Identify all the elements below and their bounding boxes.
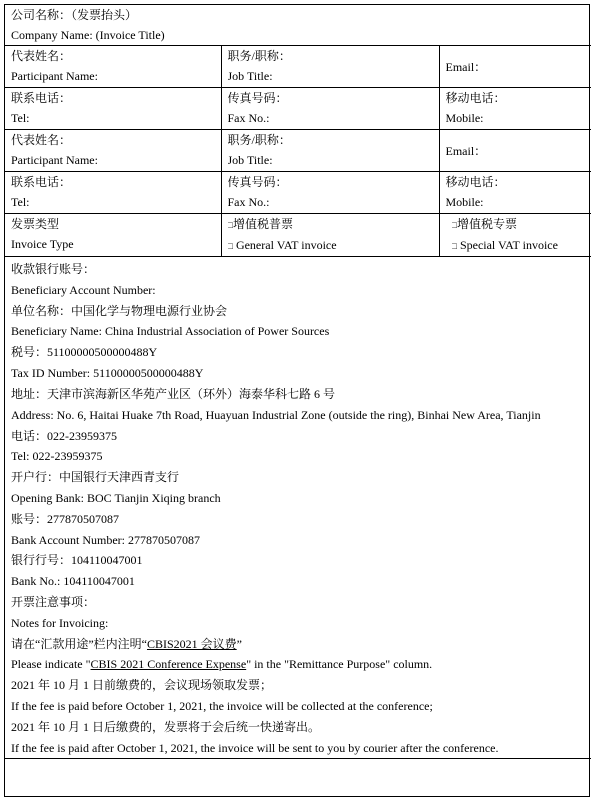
invoice-type-label-cell: [5, 214, 221, 257]
special-vat-label-cn: 增值税专票: [456, 217, 517, 231]
remittance-note-cn-pre: 请在“汇款用途”栏内注明“: [11, 636, 147, 651]
tel-label-cn: 联系电话：: [11, 91, 72, 105]
invoice-form: [4, 4, 590, 797]
invoice-type-label-en: Invoice Type: [11, 237, 74, 251]
email-cell-1[interactable]: [439, 46, 591, 88]
tax-id-cn: 税号：51100000500000488Y: [11, 345, 158, 360]
mobile-label-en: Mobile:: [445, 111, 484, 125]
opening-bank-cn: 开户行：中国银行天津西青支行: [11, 470, 180, 485]
remittance-note-cn-post: ”: [236, 636, 242, 651]
bank-details-cell: [5, 257, 591, 759]
checkbox-icon[interactable]: □: [227, 220, 233, 230]
beneficiary-name-en: Beneficiary Name: China Industrial Association of Power Sources: [11, 324, 330, 339]
notes-title-en: Notes for Invoicing:: [11, 615, 109, 630]
mobile-label-cn: 移动电话：: [445, 91, 506, 105]
account-heading-en: Beneficiary Account Number:: [11, 282, 156, 297]
participant-row-2: [5, 130, 591, 172]
job-title-cell-1[interactable]: [221, 46, 439, 88]
opening-bank-en: Opening Bank: BOC Tianjin Xiqing branch: [11, 490, 221, 505]
after-deadline-cn: 2021 年 10 月 1 日后缴费的，发票将于会后统一快递寄出。: [11, 719, 321, 734]
phone-en: Tel: 022-23959375: [11, 449, 103, 464]
after-deadline-en: If the fee is paid after October 1, 2021, the invoice will be sent to you by courier after the conference.: [11, 740, 499, 755]
remittance-note-en-post: " in the "Remittance Purpose" column.: [246, 657, 433, 672]
mobile-cell-2[interactable]: [439, 172, 591, 214]
participant-name-label-en: Participant Name:: [11, 153, 98, 167]
mobile-cell-1[interactable]: [439, 88, 591, 130]
checkbox-icon[interactable]: □: [451, 241, 457, 251]
notes-title-cn: 开票注意事项：: [11, 594, 96, 609]
company-name-label-cn: 公司名称：（发票抬头）: [11, 8, 138, 22]
bank-details-row: [5, 257, 591, 759]
tel-label-en: Tel:: [11, 195, 30, 209]
tax-id-en: Tax ID Number: 51100000500000488Y: [11, 365, 204, 380]
invoice-type-row: [5, 214, 591, 257]
remittance-purpose-cn: CBIS2021 会议费: [146, 636, 237, 651]
job-title-label-en: Job Title:: [227, 69, 273, 83]
before-deadline-en: If the fee is paid before October 1, 2021, the invoice will be collected at the conference;: [11, 698, 433, 713]
company-row: [5, 5, 591, 46]
bank-number-cn: 银行行号：104110047001: [11, 553, 143, 568]
participant-name-cell-2[interactable]: [5, 130, 221, 172]
job-title-label-en: Job Title:: [227, 153, 273, 167]
fax-cell-2[interactable]: [221, 172, 439, 214]
beneficiary-name-cn: 单位名称：中国化学与物理电源行业协会: [11, 303, 228, 318]
fax-label-en: Fax No.:: [227, 195, 270, 209]
tel-label-en: Tel:: [11, 111, 30, 125]
remittance-note-cn: [11, 634, 585, 655]
account-number-cn: 账号：277870507087: [11, 511, 120, 526]
company-name-cell[interactable]: [5, 5, 591, 46]
company-name-label-en: Company Name: (Invoice Title): [11, 28, 165, 42]
bank-number-en: Bank No.: 104110047001: [11, 574, 135, 589]
fax-cell-1[interactable]: [221, 88, 439, 130]
address-en: Address: No. 6, Haitai Huake 7th Road, Huayuan Industrial Zone (outside the ring), Binhai New Area, Tianjin: [11, 407, 541, 422]
fax-label-cn: 传真号码：: [227, 175, 288, 189]
address-cn: 地址：天津市滨海新区华苑产业区（环外）海泰华科七路 6 号: [11, 386, 336, 401]
tel-cell-2[interactable]: [5, 172, 221, 214]
checkbox-icon[interactable]: □: [227, 241, 233, 251]
tel-cell-1[interactable]: [5, 88, 221, 130]
contact-row-1: [5, 88, 591, 130]
email-label: Email：: [445, 143, 487, 158]
participant-name-label-cn: 代表姓名：: [11, 133, 72, 147]
tel-label-cn: 联系电话：: [11, 175, 72, 189]
fax-label-cn: 传真号码：: [227, 91, 288, 105]
participant-name-cell-1[interactable]: [5, 46, 221, 88]
remittance-note-en-pre: Please indicate ": [11, 657, 91, 672]
checkbox-icon[interactable]: □: [451, 220, 457, 230]
participant-row-1: [5, 46, 591, 88]
mobile-label-cn: 移动电话：: [445, 175, 506, 189]
job-title-label-cn: 职务/职称：: [227, 49, 291, 63]
form-table: [5, 5, 591, 759]
contact-row-2: [5, 172, 591, 214]
participant-name-label-en: Participant Name:: [11, 69, 98, 83]
special-vat-option[interactable]: [439, 214, 591, 257]
mobile-label-en: Mobile:: [445, 195, 484, 209]
remittance-note-en: [11, 654, 585, 675]
remittance-purpose-en: CBIS 2021 Conference Expense: [90, 657, 247, 672]
account-number-en: Bank Account Number: 277870507087: [11, 532, 200, 547]
general-vat-label-en: General VAT invoice: [235, 238, 337, 252]
invoice-type-label-cn: 发票类型: [11, 217, 60, 231]
email-label: Email：: [445, 59, 487, 74]
general-vat-label-cn: 增值税普票: [232, 217, 293, 231]
before-deadline-cn: 2021 年 10 月 1 日前缴费的，会议现场领取发票；: [11, 678, 273, 693]
email-cell-2[interactable]: [439, 130, 591, 172]
phone-cn: 电话：022-23959375: [11, 428, 117, 443]
job-title-label-cn: 职务/职称：: [227, 133, 291, 147]
special-vat-label-en: Special VAT invoice: [459, 238, 558, 252]
general-vat-option[interactable]: [221, 214, 439, 257]
account-heading-cn: 收款银行账号：: [11, 262, 96, 276]
job-title-cell-2[interactable]: [221, 130, 439, 172]
fax-label-en: Fax No.:: [227, 111, 270, 125]
participant-name-label-cn: 代表姓名：: [11, 49, 72, 63]
